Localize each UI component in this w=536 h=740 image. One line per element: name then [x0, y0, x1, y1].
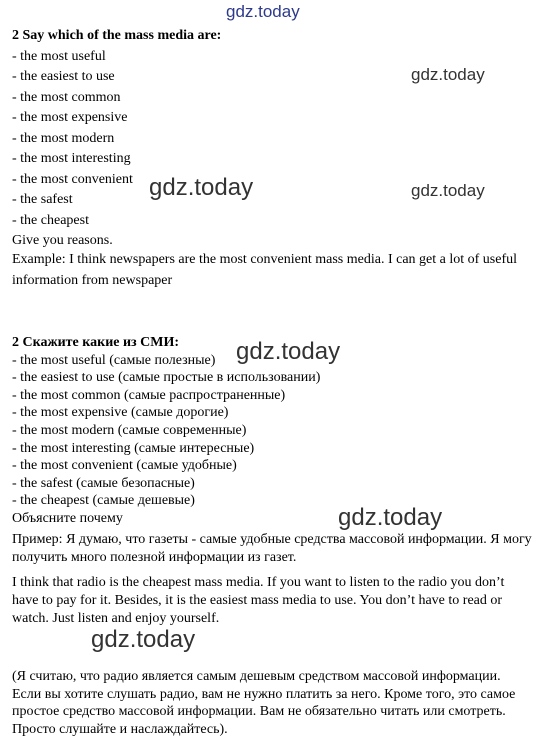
russian-prompt: Объясните почему [12, 510, 123, 526]
english-task [12, 26, 532, 252]
english-heading: 2 Say which of the mass media are: [12, 28, 222, 43]
answer-english: I think that radio is the cheapest mass media. If you want to listen to the radio you don’t have to pay for it. Besides, it is the easiest mass media to use. You don’t have to read or watch. Just listen and enjoy yourself. [12, 575, 505, 626]
list-item: - the most expensive [12, 110, 128, 125]
list-item: - the easiest to use [12, 69, 115, 84]
list-item: - the most modern (самые современные) [12, 422, 247, 438]
list-item: - the most convenient (самые удобные) [12, 458, 237, 474]
list-item: - the most useful (самые полезные) [12, 352, 216, 368]
watermark: gdz.today [149, 174, 254, 201]
list-item: - the most common (самые распространенные) [12, 387, 286, 403]
list-item: - the most interesting (самые интересные) [12, 440, 255, 456]
answer-russian: (Я считаю, что радио является самым дешевым средством массовой информации. Если вы хотите слушать радио, вам не нужно платить за него. Кроме того, это самое простое средство массовой информации. Вам не обязательно читать или смотреть. Просто слушайте и наслаждайтесь). [12, 669, 516, 737]
watermark-top: gdz.today [226, 2, 300, 21]
russian-example: Пример: Я думаю, что газеты - самые удобные средства массовой информации. Я могу получить много полезной информации из газет. [12, 532, 532, 565]
list-item: - the most expensive (самые дорогие) [12, 405, 229, 421]
russian-task [12, 334, 532, 531]
watermark: gdz.today [338, 504, 443, 531]
list-item: - the most interesting [12, 151, 131, 166]
watermark: gdz.today [411, 65, 485, 84]
list-item: - the most useful [12, 48, 106, 64]
english-prompt: Give you reasons. [12, 233, 113, 248]
english-example: Example: I think newspapers are the most convenient mass media. I can get a lot of useful information from newspaper [12, 252, 518, 288]
watermark: gdz.today [91, 626, 196, 653]
list-item: - the most common [12, 89, 121, 105]
list-item: - the cheapest [12, 212, 89, 228]
list-item: - the most convenient [12, 171, 133, 187]
watermark: gdz.today [236, 338, 341, 365]
list-item: - the safest [12, 192, 73, 207]
list-item: - the cheapest (самые дешевые) [12, 493, 195, 509]
watermark: gdz.today [411, 181, 485, 200]
list-item: - the easiest to use (самые простые в использовании) [12, 370, 321, 386]
list-item: - the most modern [12, 130, 115, 146]
russian-heading: 2 Скажите какие из СМИ: [12, 335, 180, 350]
list-item: - the safest (самые безопасные) [12, 475, 195, 491]
